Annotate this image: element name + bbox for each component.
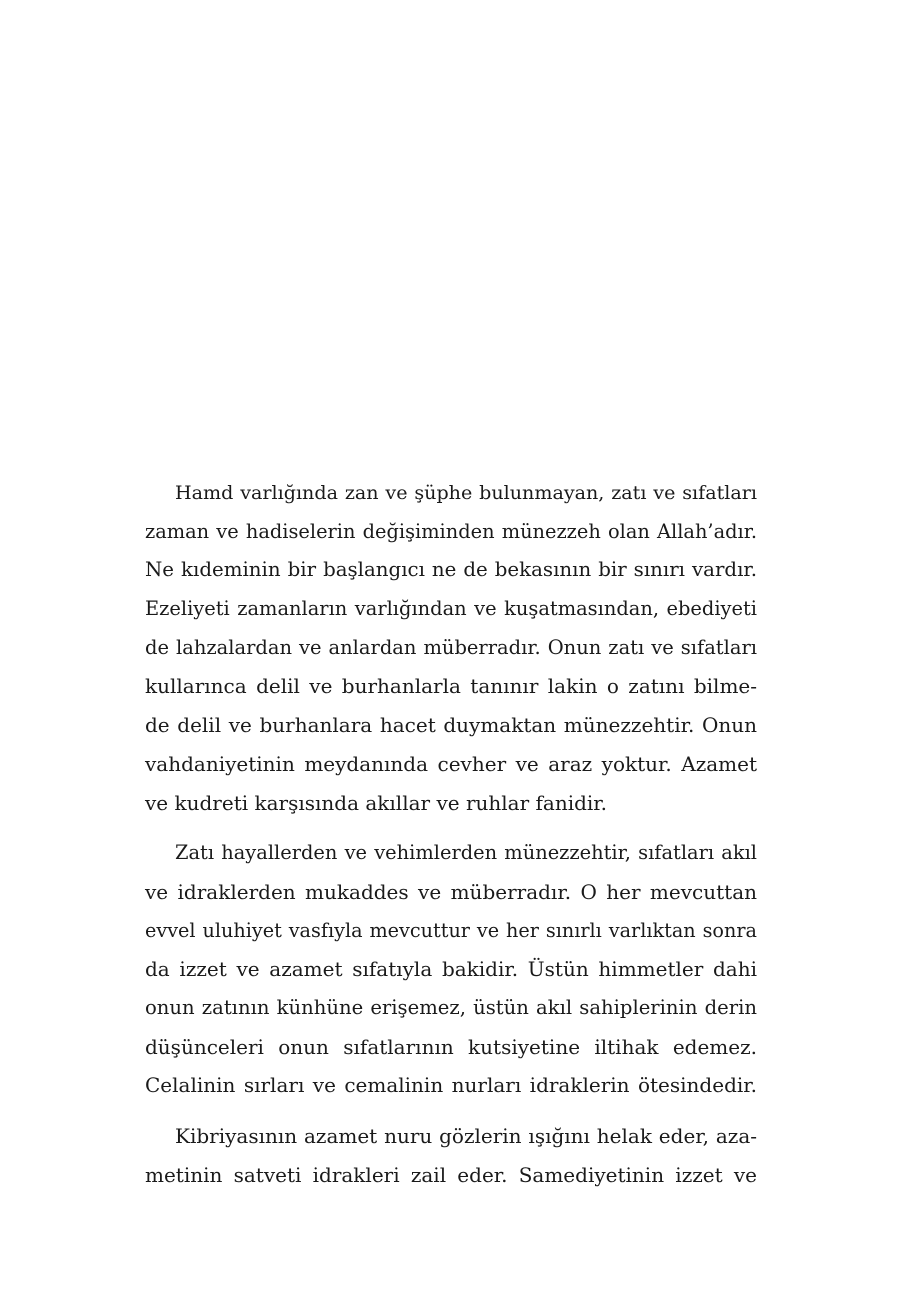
text-line: Ne kıdeminin bir başlangıcı ne de bekasının bir sınırı vardır. xyxy=(145,558,757,582)
text-line: kullarınca delil ve burhanlarla tanınır lakin o zatını bilme- xyxy=(145,674,757,699)
paragraph-3 xyxy=(145,1117,757,1194)
text-line: evvel uluhiyet vasfıyla mevcuttur ve her sınırlı varlıktan sonra xyxy=(145,918,757,942)
text-line: ve idraklerden mukaddes ve müberradır. O her mevcuttan xyxy=(145,879,757,904)
text-line: vahdaniyetinin meydanında cevher ve araz yoktur. Azamet xyxy=(145,751,757,776)
text-line: de delil ve burhanlara hacet duymaktan münezzehtir. Onun xyxy=(145,713,757,738)
paragraph-1 xyxy=(145,474,757,822)
text-line: de lahzalardan ve anlardan müberradır. Onun zatı ve sıfatları xyxy=(145,635,757,659)
text-line: düşünceleri onun sıfatlarının kutsiyetine iltihak edemez. xyxy=(145,1034,757,1059)
text-line: Celalinin sırları ve cemalinin nurları idraklerin ötesindedir. xyxy=(145,1073,757,1098)
text-line: zaman ve hadiselerin değişiminden münezzeh olan Allah’adır. xyxy=(145,519,757,543)
text-line: Kibriyasının azamet nuru gözlerin ışığını helak eder, aza- xyxy=(175,1124,757,1148)
text-line: da izzet ve azamet sıfatıyla bakidir. Üstün himmetler dahi xyxy=(145,957,757,982)
text-line: Zatı hayallerden ve vehimlerden münezzehtir, sıfatları akıl xyxy=(175,841,757,865)
text-line: metinin satveti idrakleri zail eder. Samediyetinin izzet ve xyxy=(145,1162,757,1187)
paragraph-2 xyxy=(145,834,757,1105)
text-line: Ezeliyeti zamanların varlığından ve kuşatmasından, ebediyeti xyxy=(145,597,757,621)
text-line: Hamd varlığında zan ve şüphe bulunmayan, zatı ve sıfatları xyxy=(175,481,757,504)
text-line: onun zatının künhüne erişemez, üstün akıl sahiplerinin derin xyxy=(145,995,757,1019)
body-text xyxy=(145,474,757,1206)
text-line: ve kudreti karşısında akıllar ve ruhlar fanidir. xyxy=(145,790,608,815)
